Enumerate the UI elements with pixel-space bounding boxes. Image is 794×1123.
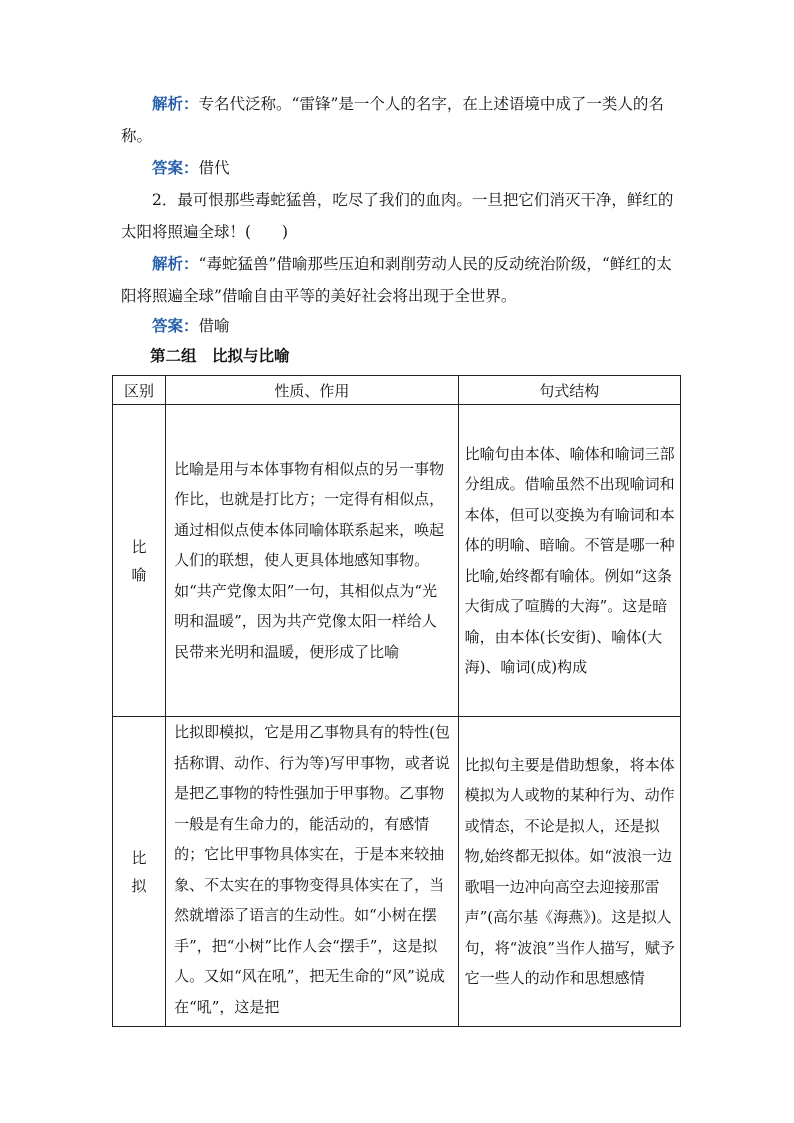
q1-analysis [121, 88, 681, 152]
table-row [113, 405, 681, 717]
nature-cell: 比拟即模拟，它是用乙事物具有的特性(包括称谓、动作、行为等)写甲事物，或者说是把乙事物的特性强加于甲事物。乙事物一般是有生命力的，能活动的，有感情的；它比甲事物具体实在，于是本来较抽象、不太实在的事物变得具体实在了，当然就增添了语言的生动性。如“小树在摆手”，把“小树”比作人会“摆手”，这是拟人。又如“风在吼”，把无生命的“风”说成在“吼”，这是把 [166, 717, 459, 1027]
table-row [113, 717, 681, 1027]
category-cell [113, 405, 166, 717]
category-char: 比 [131, 537, 147, 556]
header-structure: 句式结构 [458, 376, 680, 405]
structure-cell: 比喻句由本体、喻体和喻词三部分组成。借喻虽然不出现喻词和本体，但可以变换为有喻词和本体的明喻、暗喻。不管是哪一种比喻,始终都有喻体。例如“这条大街成了喧腾的大海”。这是暗喻，由本体(长安街)、喻体(大海)、喻词(成)构成 [458, 405, 680, 717]
section-title: 第二组 比拟与比喻 [150, 346, 290, 365]
analysis-label: 解析： [152, 254, 199, 273]
category-cell [113, 717, 166, 1027]
header-category: 区别 [113, 376, 166, 405]
answer-label: 答案： [152, 158, 199, 177]
header-nature: 性质、作用 [166, 376, 459, 405]
q1-answer [121, 152, 681, 184]
answer-text: 借代 [198, 159, 230, 177]
category-char: 拟 [131, 876, 147, 895]
q2-analysis [121, 248, 681, 312]
q2-answer [121, 310, 681, 342]
analysis-text: “毒蛇猛兽”借喻那些压迫和剥削劳动人民的反动统治阶级，“鲜红的太阳将照遍全球”借喻自由平等的美好社会将出现于全世界。 [121, 255, 672, 305]
analysis-text: 专名代泛称。“雷锋”是一个人的名字，在上述语境中成了一类人的名称。 [121, 95, 664, 145]
category-char: 比 [131, 848, 147, 867]
structure-cell: 比拟句主要是借助想象，将本体模拟为人或物的某种行为、动作或情态，不论是拟人，还是拟物,始终都无拟体。如“波浪一边歌唱一边冲向高空去迎接那雷声”(高尔基《海燕》)。这是拟人句，将“波浪”当作人描写，赋予它一些人的动作和思想感情 [458, 717, 680, 1027]
table-header-row [113, 376, 681, 405]
nature-cell: 比喻是用与本体事物有相似点的另一事物作比，也就是打比方；一定得有相似点，通过相似点使本体同喻体联系起来，唤起人们的联想，使人更具体地感知事物。如“共产党像太阳”一句，其相似点为“光明和温暖”，因为共产党像太阳一样给人民带来光明和温暖，便形成了比喻 [166, 405, 459, 717]
answer-label: 答案： [152, 316, 199, 335]
answer-text: 借喻 [198, 317, 230, 335]
analysis-label: 解析： [152, 94, 199, 113]
q2-question: 2．最可恨那些毒蛇猛兽，吃尽了我们的血肉。一旦把它们消灭干净，鲜红的太阳将照遍全球！( ) [121, 191, 674, 241]
comparison-table [112, 375, 681, 1027]
category-char: 喻 [131, 565, 147, 584]
